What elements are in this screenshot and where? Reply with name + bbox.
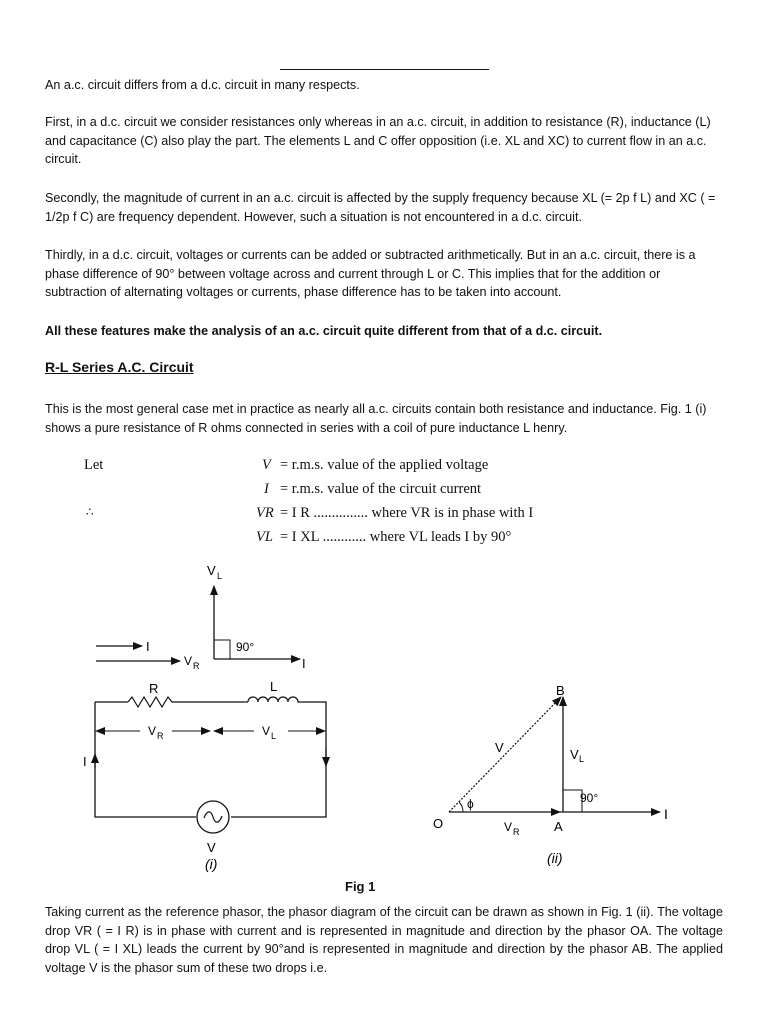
paragraph-intro: An a.c. circuit differs from a d.c. circuit in many respects. — [45, 78, 360, 92]
small-phasor-diagram — [207, 563, 306, 671]
def-eq-vl: = I XL ............ where VL leads I by 90° — [280, 529, 512, 545]
phasor-vr-label: V — [504, 820, 513, 834]
def-eq-v: = r.m.s. value of the applied voltage — [280, 457, 489, 473]
circuit-current-label: I — [83, 754, 87, 769]
vr-dim-sub: R — [157, 731, 164, 741]
def-lhs-i: I — [264, 481, 269, 497]
circuit-diagram — [83, 679, 326, 872]
angle-90-small: 90° — [236, 640, 255, 654]
def-lhs-vr: VR — [256, 505, 274, 521]
current-ref-label: I — [146, 639, 150, 654]
def-lhs-vl: VL — [256, 529, 273, 545]
point-o-label: O — [433, 816, 444, 831]
inductor-label: L — [270, 679, 278, 694]
phasor-vl-label: V — [570, 747, 579, 762]
paragraph-summary: All these features make the analysis of an a.c. circuit quite different from that of a d.c. circuit. — [45, 324, 603, 338]
subfigure-i-label: (i) — [205, 856, 218, 872]
phasor-vl-sub: L — [579, 754, 585, 764]
therefore-symbol: ∴ — [86, 505, 94, 519]
resistor-label: R — [149, 681, 159, 696]
phi-arc — [459, 802, 463, 812]
point-a-label: A — [554, 819, 563, 834]
angle-90-label: 90° — [580, 791, 599, 805]
inductor-symbol — [248, 697, 300, 702]
right-angle-mark-small — [214, 640, 230, 659]
source-voltage-label: V — [207, 840, 216, 855]
vl-label-small: V — [207, 563, 216, 578]
vr-ref-sub: R — [193, 661, 200, 671]
section-heading: R-L Series A.C. Circuit — [45, 359, 194, 375]
point-b-label: B — [556, 683, 565, 698]
paragraph-rl-intro: This is the most general case met in practice as nearly all a.c. circuits contain both resistance and inductance. Fig. 1 (i) shows a pure resistance of R ohms connected in series with a coil of pure inductance L henry. — [45, 402, 707, 435]
let-label: Let — [84, 457, 104, 473]
paragraph-first: First, in a d.c. circuit we consider resistances only whereas in an a.c. circuit, in addition to resistance (R), inductance (L) and capacitance (C) also play the part. The elements L and C offer opposition (i.e. XL and XC) to current flow in an a.c. circuit. — [45, 115, 711, 167]
vr-ref-label: V — [184, 654, 193, 668]
phasor-v-label: V — [495, 740, 504, 755]
paragraph-third: Thirdly, in a d.c. circuit, voltages or currents can be added or subtracted arithmetically. But in an a.c. circuit, there is a phase difference of 90° between voltage across and current through L or C. This implies that for the addition or subtraction of alternating voltages or currents, phase difference has to be taken into account. — [45, 248, 696, 300]
vl-dim-sub: L — [271, 731, 277, 741]
phasor-current-label: I — [664, 806, 668, 822]
phi-label: ϕ — [467, 797, 474, 811]
phasor-diagram — [433, 683, 668, 866]
current-label-small: I — [302, 656, 306, 671]
phasor-vr-sub: R — [513, 827, 520, 837]
phasor-ob — [449, 697, 561, 812]
vl-sub-small: L — [217, 571, 223, 581]
resistor-symbol — [128, 697, 248, 707]
def-lhs-v: V — [262, 457, 271, 473]
vl-dim-label: V — [262, 724, 271, 738]
figure-caption: Fig 1 — [345, 879, 376, 894]
subfigure-ii-label: (ii) — [547, 850, 563, 866]
vr-dim-label: V — [148, 724, 157, 738]
def-eq-vr: = I R ............... where VR is in phase with I — [280, 505, 534, 521]
paragraph-second: Secondly, the magnitude of current in an a.c. circuit is affected by the supply frequency because XL (= 2p f L) and XC ( = 1/2p f C) are frequency dependent. However, such a situation is not encountered in a d.c. circuit. — [45, 191, 716, 224]
paragraph-phasor: Taking current as the reference phasor, the phasor diagram of the circuit can be drawn as shown in Fig. 1 (ii). The voltage drop VR ( = I R) is in phase with current and is represented in magnitude and direction by the phasor OA. The voltage drop VL ( = I XL) leads the current by 90°and is represented in magnitude and direction by the phasor AB. The applied voltage V is the phasor sum of these two drops i.e. — [45, 905, 723, 975]
def-eq-i: = r.m.s. value of the circuit current — [280, 481, 482, 497]
